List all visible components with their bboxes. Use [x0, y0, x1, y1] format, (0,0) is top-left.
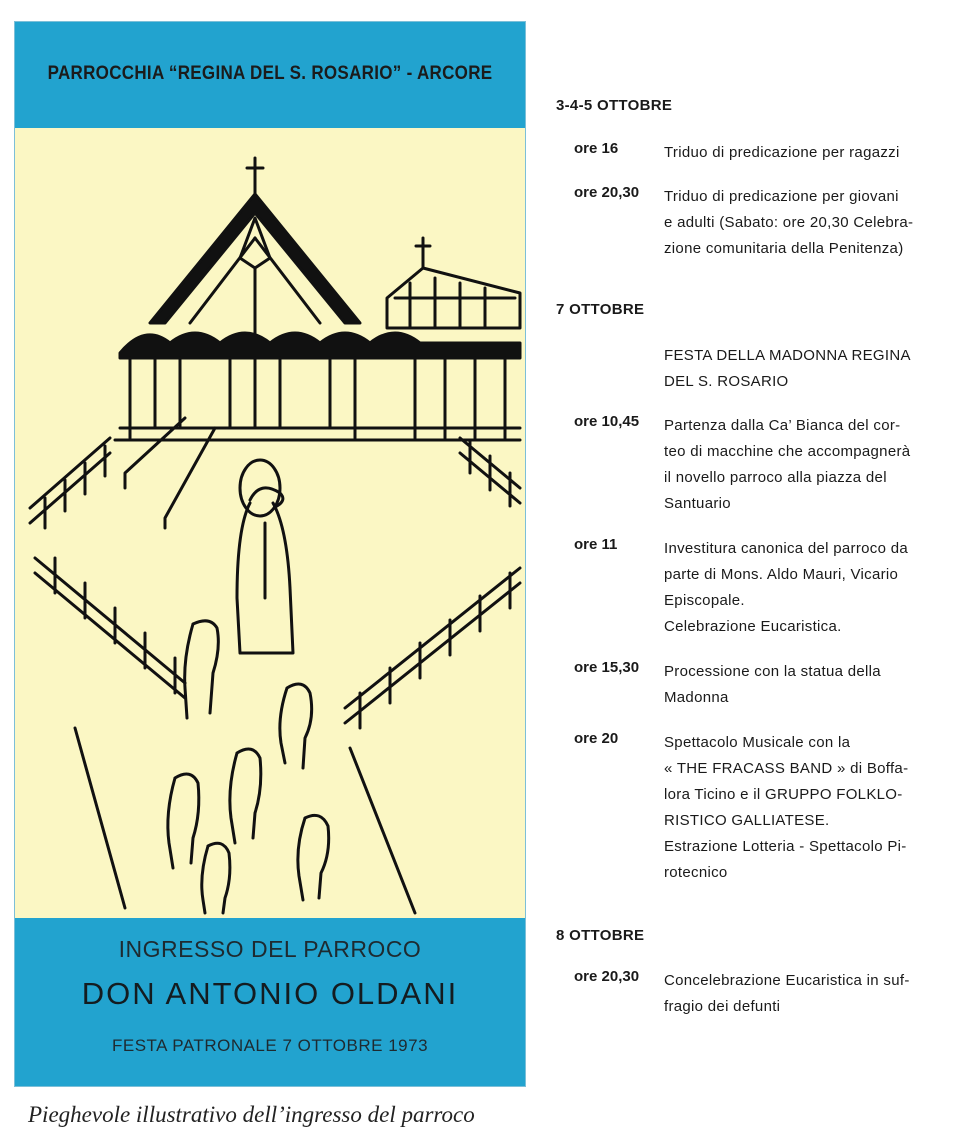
- good-shepherd-drawing: [15, 128, 525, 918]
- entry-line: zione comunitaria della Penitenza): [664, 240, 904, 257]
- entry-line: rotecnico: [664, 864, 728, 881]
- entry-line: fragio dei defunti: [664, 998, 781, 1015]
- entry-line: RISTICO GALLIATESE.: [664, 812, 830, 829]
- entry-description: [664, 343, 954, 395]
- entry-line: Madonna: [664, 689, 729, 706]
- ingresso-heading: INGRESSO DEL PARROCO: [118, 936, 422, 962]
- parish-title: PARROCCHIA “REGINA DEL S. ROSARIO” - ARCORE: [47, 61, 493, 84]
- entry-line: lora Ticino e il GRUPPO FOLKLO-: [664, 786, 903, 803]
- entry-line: Investitura canonica del parroco da: [664, 540, 908, 557]
- entry-line: Triduo di predicazione per ragazzi: [664, 144, 900, 161]
- entry-time: ore 11: [574, 536, 618, 553]
- entry-line: Celebrazione Eucaristica.: [664, 618, 842, 635]
- entry-line: Santuario: [664, 495, 731, 512]
- entry-time: ore 20,30: [574, 184, 640, 201]
- entry-line: Triduo di predicazione per giovani: [664, 188, 899, 205]
- entry-line: parte di Mons. Aldo Mauri, Vicario: [664, 566, 899, 583]
- section-heading: 8 OTTOBRE: [556, 927, 645, 944]
- flyer-header: [15, 22, 525, 128]
- entry-description: [664, 184, 954, 262]
- entry-line: FESTA DELLA MADONNA REGINA: [664, 347, 911, 364]
- festa-line: FESTA PATRONALE 7 OTTOBRE 1973: [111, 1036, 429, 1055]
- entry-description: [664, 968, 954, 1020]
- church-illustration: [15, 128, 525, 918]
- flyer-footer: [15, 918, 525, 1086]
- entry-line: Partenza dalla Ca’ Bianca del cor-: [664, 417, 901, 434]
- entry-time: ore 20,30: [574, 968, 640, 985]
- entry-description: [664, 140, 954, 166]
- section-heading: 7 OTTOBRE: [556, 301, 645, 318]
- caption: Pieghevole illustrativo dell’ingresso del parroco: [28, 1102, 475, 1127]
- entry-time: ore 16: [574, 140, 619, 157]
- entry-line: DEL S. ROSARIO: [664, 373, 789, 390]
- entry-line: Concelebrazione Eucaristica in suf-: [664, 972, 910, 989]
- entry-line: « THE FRACASS BAND » di Boffa-: [664, 760, 909, 777]
- entry-description: [664, 413, 954, 517]
- entry-line: teo di macchine che accompagnerà: [664, 443, 911, 460]
- entry-description: [664, 536, 954, 640]
- entry-description: [664, 659, 954, 711]
- entry-time: ore 15,30: [574, 659, 640, 676]
- event-flyer: [15, 22, 525, 1086]
- priest-name: DON ANTONIO OLDANI: [81, 976, 459, 1011]
- entry-line: Spettacolo Musicale con la: [664, 734, 851, 751]
- entry-time: ore 20: [574, 730, 619, 747]
- entry-description: [664, 730, 954, 886]
- section-heading: 3-4-5 OTTOBRE: [556, 97, 673, 114]
- entry-line: il novello parroco alla piazza del: [664, 469, 887, 486]
- entry-line: Estrazione Lotteria - Spettacolo Pi-: [664, 838, 907, 855]
- entry-line: Processione con la statua della: [664, 663, 881, 680]
- entry-time: ore 10,45: [574, 413, 640, 430]
- entry-line: e adulti (Sabato: ore 20,30 Celebra-: [664, 214, 914, 231]
- entry-line: Episcopale.: [664, 592, 745, 609]
